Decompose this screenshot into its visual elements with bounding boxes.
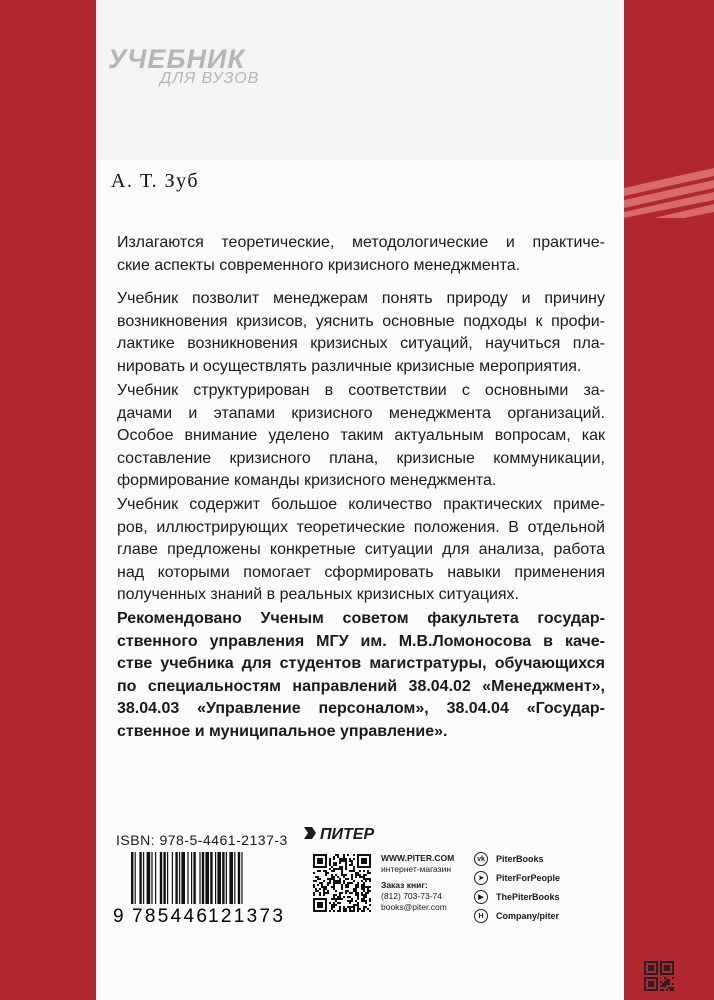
logo-arrow-icon [304,827,316,839]
text-line: возникновения кризисов, уяснить основные подходы к профи- [117,312,605,330]
order-title: Заказ книг: [381,880,428,890]
text-line: составление кризисного плана, кризисные коммуникации, [117,449,605,467]
order-email[interactable]: books@piter.com [381,902,447,912]
text-line: главе предложены конкретные ситуации для анализа, работа [117,541,605,558]
annotation-paragraph [117,288,605,378]
publisher-name: ПИТЕР [320,826,375,843]
text-line: над которыми помогает сформировать навыки применения [117,563,605,581]
barcode-digit-first: 9 [113,906,124,924]
author-name: А. Т. Зуб [111,170,200,192]
text-line: 38.04.03 «Управление персоналом», 38.04.04 «Государ- [117,700,605,717]
text-line: стве учебника для студентов магистратуры, обучающихся [117,655,605,672]
annotation-paragraph [117,494,605,607]
text-line: полученных знаний в реальных кризисных ситуациях. [117,586,519,603]
publisher-logo [302,822,412,844]
text-line: Учебник позволит менеджерам понять природу и причину [117,290,605,307]
telegram-icon: ➤ [474,871,488,885]
social-label: ThePiterBooks [496,892,560,902]
shop-label: интернет-магазин [381,864,452,874]
text-line: ственного управления МГУ им. М.В.Ломоносова в каче- [117,632,605,650]
text-line: по специальностям направлений 38.04.02 «Менеджмент», [117,677,605,695]
youtube-icon: ▶ [474,890,488,904]
social-label: PiterBooks [496,854,544,864]
text-line: Излагаются теоретические, методологические и практиче- [117,234,605,251]
series-subtitle: ДЛЯ ВУЗОВ [160,70,260,87]
series-logo [108,46,259,87]
text-line: Рекомендовано Ученым советом факультета государ- [117,610,605,627]
social-link[interactable] [474,909,559,923]
social-link[interactable] [474,890,560,904]
series-title: УЧЕБНИК [108,44,246,74]
social-label: Company/piter [496,911,560,921]
barcode-digits-right: 121373 [208,906,286,924]
decorative-stripes [624,168,714,218]
text-line: Учебник содержит большое количество практических приме- [117,496,605,513]
text-line: ров, иллюстрирующих теоретические положения. В отдельной [117,518,605,536]
habr-icon: H [474,909,488,923]
barcode-digits-left: 785446 [132,906,210,924]
text-line: Учебник структурирован в соответствии с основными за- [117,382,605,399]
cover-left-band [0,0,96,1000]
isbn-number: ISBN: 978-5-4461-2137-3 [116,832,288,848]
cover-right-band [624,0,714,1000]
shop-url[interactable]: WWW.PITER.COM [381,853,455,863]
shop-info [381,853,454,913]
corner-qr-code [644,961,674,991]
vk-icon: vk [474,852,488,866]
text-line: лактике возникновения кризисных ситуаций, научиться пла- [117,335,605,352]
barcode [111,852,291,924]
social-link[interactable] [474,871,560,885]
text-line: Особое внимание уделено таким актуальным вопросам, как [117,427,605,444]
annotation-paragraph [117,380,605,493]
order-phone: (812) 703-73-74 [381,891,442,901]
text-line: дачами и этапами кризисного менеджмента организаций. [117,404,605,422]
text-line: ские аспекты современного кризисного менеджмента. [117,256,521,274]
qr-code [313,854,371,912]
text-line: ственное и муниципальное управление». [117,722,448,740]
social-link[interactable] [474,852,544,866]
recommendation-text [117,608,605,743]
social-label: PiterForPeople [496,873,561,883]
annotation-paragraph [117,232,605,277]
text-line: формирование команды кризисного менеджмента. [117,472,497,489]
text-line: нировать и осуществлять различные кризисные мероприятия. [117,357,582,375]
